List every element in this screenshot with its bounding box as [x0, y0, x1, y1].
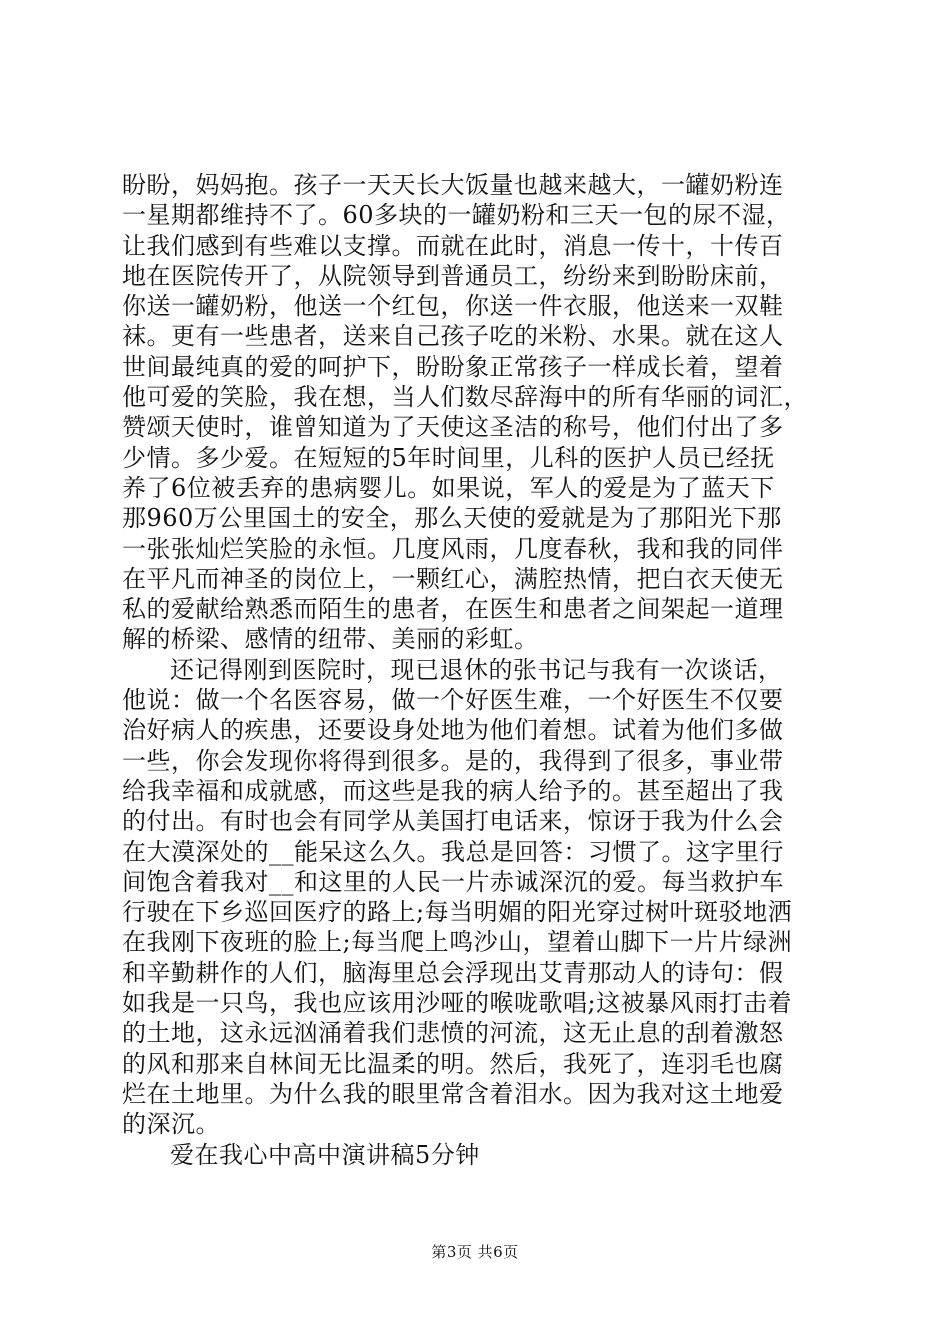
- text-line: 爱在我心中高中演讲稿5分钟: [170, 1140, 480, 1169]
- text-line: 如我是一只鸟，我也应该用沙哑的喉咙歌唱;这被暴风雨打击着: [122, 989, 793, 1018]
- page-footer: 第3页 共6页: [431, 1243, 519, 1261]
- text-line: 地在医院传开了，从院领导到普通员工，纷纷来到盼盼床前，: [122, 261, 784, 290]
- text-line: 一张张灿烂笑脸的永恒。几度风雨，几度春秋，我和我的同伴: [122, 534, 784, 563]
- text-line: 让我们感到有些难以支撑。而就在此时，消息一传十，十传百: [122, 231, 784, 260]
- text-line: 给我幸福和成就感，而这些是我的病人给予的。甚至超出了我: [122, 776, 784, 805]
- paragraph: [122, 1140, 834, 1170]
- text-line: 一些，你会发现你将得到很多。是的，我得到了很多，事业带: [122, 746, 784, 775]
- text-line: 的风和那来自林间无比温柔的明。然后，我死了，连羽毛也腐: [122, 1049, 784, 1078]
- paragraph: [122, 655, 834, 1140]
- text-line: 在大漠深处的__能呆这么久。我总是回答：习惯了。这字里行: [122, 837, 784, 866]
- text-line: 一星期都维持不了。60多块的一罐奶粉和三天一包的尿不湿，: [122, 201, 791, 230]
- document-body: [122, 170, 834, 1170]
- text-line: 赞颂天使时，谁曾知道为了天使这圣洁的称号，他们付出了多: [122, 413, 784, 442]
- text-line: 世间最纯真的爱的呵护下，盼盼象正常孩子一样成长着，望着: [122, 352, 784, 381]
- text-line: 间饱含着我对__和这里的人民一片赤诚深沉的爱。每当救护车: [122, 867, 784, 896]
- text-line: 烂在土地里。为什么我的眼里常含着泪水。因为我对这土地爱: [122, 1079, 784, 1108]
- text-line: 治好病人的疾患，还要设身处地为他们着想。试着为他们多做: [122, 716, 784, 745]
- text-line: 那960万公里国土的安全，那么天使的爱就是为了那阳光下那: [122, 504, 782, 533]
- text-line: 盼盼，妈妈抱。孩子一天天长大饭量也越来越大，一罐奶粉连: [122, 171, 784, 199]
- text-line: 的深沉。: [122, 1110, 220, 1139]
- text-line: 的土地，这永远汹涌着我们悲愤的河流，这无止息的刮着激怒: [122, 1019, 784, 1048]
- text-line: 他可爱的笑脸，我在想，当人们数尽辞海中的所有华丽的词汇，: [122, 383, 808, 412]
- text-line: 和辛勤耕作的人们，脑海里总会浮现出艾青那动人的诗句：假: [122, 958, 784, 987]
- text-line: 少情。多少爱。在短短的5年时间里，儿科的医护人员已经抚: [122, 443, 775, 472]
- text-line: 私的爱献给熟悉而陌生的患者，在医生和患者之间架起一道理: [122, 595, 784, 624]
- text-line: 你送一罐奶粉，他送一个红包，你送一件衣服，他送来一双鞋: [122, 292, 784, 321]
- text-line: 在我刚下夜班的脸上;每当爬上鸣沙山，望着山脚下一片片绿洲: [122, 928, 793, 957]
- text-line: 他说：做一个名医容易，做一个好医生难，一个好医生不仅要: [122, 686, 784, 715]
- text-line: 养了6位被丢弃的患病婴儿。如果说，军人的爱是为了蓝天下: [122, 473, 775, 502]
- text-line: 在平凡而神圣的岗位上，一颗红心，满腔热情，把白衣天使无: [122, 564, 784, 593]
- text-line: 还记得刚到医院时，现已退休的张书记与我有一次谈话，: [170, 655, 783, 684]
- text-line: 的付出。有时也会有同学从美国打电话来，惊讶于我为什么会: [122, 807, 784, 836]
- text-line: 袜。更有一些患者，送来自己孩子吃的米粉、水果。就在这人: [122, 322, 784, 351]
- paragraph: [122, 170, 834, 655]
- text-line: 行驶在下乡巡回医疗的路上;每当明媚的阳光穿过树叶斑驳地洒: [122, 898, 793, 927]
- text-line: 解的桥梁、感情的纽带、美丽的彩虹。: [122, 625, 539, 654]
